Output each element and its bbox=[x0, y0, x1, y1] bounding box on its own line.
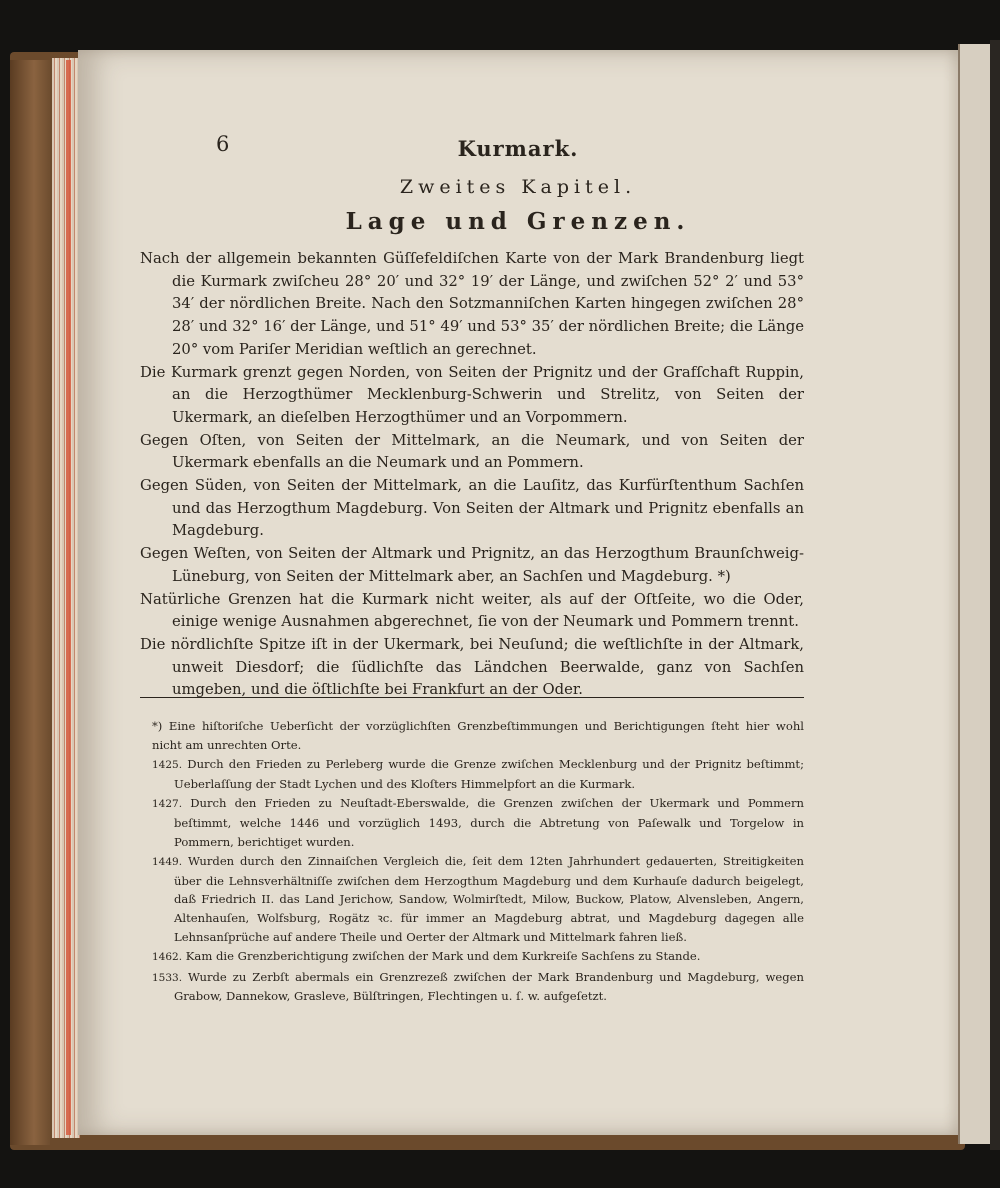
footnote-text: Kam die Grenzberichtigung zwiſchen der Mark und dem Kurkreiſe Sachſens zu Stande. bbox=[185, 949, 701, 964]
footnote-entry bbox=[152, 947, 804, 967]
chapter-title: Lage und Grenzen. bbox=[345, 208, 691, 235]
chapter-heading: Zweites Kapitel. bbox=[399, 176, 637, 198]
running-head: Kurmark. bbox=[457, 136, 579, 161]
footnote-text: Durch den Frieden zu Neuſtadt-Eberswalde, die Grenzen zwiſchen der Ukermark und Pommern beſtimmt, welche 1446 und vorzüglich 1493, durch die Abtretung von Paſewalk und Torgelow in Pommern, berichtiget wurden. bbox=[174, 796, 804, 849]
footnote-year: 1449. bbox=[152, 856, 183, 869]
main-text bbox=[140, 248, 804, 702]
red-page-edge bbox=[66, 60, 71, 1135]
footnote-year: 1427. bbox=[152, 798, 183, 811]
footnote-entry bbox=[152, 852, 804, 946]
page-number: 6 bbox=[216, 132, 230, 156]
footnote-intro: *) Eine hiſtoriſche Ueberſicht der vorzüglichſten Grenzbeſtimmungen und Berichtigungen ſteht hier wohl nicht am unrechten Orte. bbox=[152, 719, 804, 752]
footnote-separator bbox=[140, 697, 804, 698]
footnote-entry bbox=[152, 968, 804, 1006]
paragraph: Die Kurmark grenzt gegen Norden, von Seiten der Prignitz und der Grafſchaft Ruppin, an die Herzogthümer Mecklenburg-Schwerin und Strelitz, von Seiten der Ukermark, an dieſelben Herzogthümer und an Vorpommern. bbox=[140, 363, 804, 426]
book-spine bbox=[10, 60, 50, 1145]
paragraph: Natürliche Grenzen hat die Kurmark nicht weiter, als auf der Oſtſeite, wo die Oder, einige wenige Ausnahmen abgerechnet, ſie von der Neumark und Pommern trennt. bbox=[140, 590, 804, 631]
footnotes bbox=[152, 717, 804, 1007]
paragraph: Gegen Süden, von Seiten der Mittelmark, an die Lauſitz, das Kurfürſtenthum Sachſen und das Herzogthum Magdeburg. Von Seiten der Altmark und Prignitz ebenfalls an Magdeburg. bbox=[140, 477, 804, 540]
footnote-year: 1533. bbox=[152, 971, 183, 984]
book-edge-shadow bbox=[990, 40, 1000, 1150]
footnote-text: Wurde zu Zerbſt abermals ein Grenzrezeß zwiſchen der Mark Brandenburg und Magdeburg, wegen Grabow, Dannekow, Grasleve, Bülſtringen, Flechtingen u. ſ. w. aufgeſetzt. bbox=[174, 969, 805, 1004]
paragraph: Gegen Weſten, von Seiten der Altmark und Prignitz, an das Herzogthum Braunſchweig-Lüneburg, von Seiten der Mittelmark aber, an Sachſen und Magdeburg. *) bbox=[140, 545, 804, 585]
footnote-entry bbox=[152, 755, 804, 793]
paragraph: Gegen Oſten, von Seiten der Mittelmark, an die Neumark, und von Seiten der Ukermark ebenfalls an die Neumark und an Pommern. bbox=[140, 431, 804, 472]
footnote-year: 1425. bbox=[152, 759, 183, 772]
footnote-text: Wurden durch den Zinnaiſchen Vergleich die, ſeit dem 12ten Jahrhundert gedauerten, Streitigkeiten über die Lehnsverhältniſſe zwiſchen dem Herzogthum Magdeburg und dem Kurhauſe dadurch beigelegt, daß Friedrich II. das Land Jerichow, Sandow, Wolmirſtedt, Milow, Buckow, Platow, Alvensleben, Angern, Altenhauſen, Wolfsburg, Rogätz ꝛc. für immer an Magdeburg abtrat, und Magdeburg dagegen alle Lehnsanſprüche auf andere Theile und Oerter der Altmark und Mittelmark fahren ließ. bbox=[174, 854, 804, 944]
footnote-entry bbox=[152, 794, 804, 851]
footnote-year: 1462. bbox=[152, 951, 183, 964]
paragraph: Nach der allgemein bekannten Güſſefeldiſchen Karte von der Mark Brandenburg liegt die Kurmark zwiſcheu 28° 20′ und 32° 19′ der Länge, und zwiſchen 52° 2′ und 53° 34′ der nördlichen Breite. Nach den Sotzmanniſchen Karten hingegen zwiſchen 28° 28′ und 32° 16′ der Länge, und 51° 49′ und 53° 35′ der nördlichen Breite; die Länge 20° vom Pariſer Meridian weſtlich an gerechnet. bbox=[140, 250, 804, 358]
footnote-text: Durch den Frieden zu Perleberg wurde die Grenze zwiſchen Mecklenburg und der Prignitz beſtimmt; Ueberlaſſung der Stadt Lychen und des Kloſters Himmelpfort an die Kurmark. bbox=[174, 757, 805, 791]
paragraph: Die nördlichſte Spitze iſt in der Ukermark, bei Neuſund; die weſtlichſte in der Altmark, unweit Diesdorf; die ſüdlichſte das Ländchen Beerwalde, ganz von Sachſen umgeben, und die öſtlichſte bei Frankfurt an der Oder. bbox=[140, 635, 804, 699]
